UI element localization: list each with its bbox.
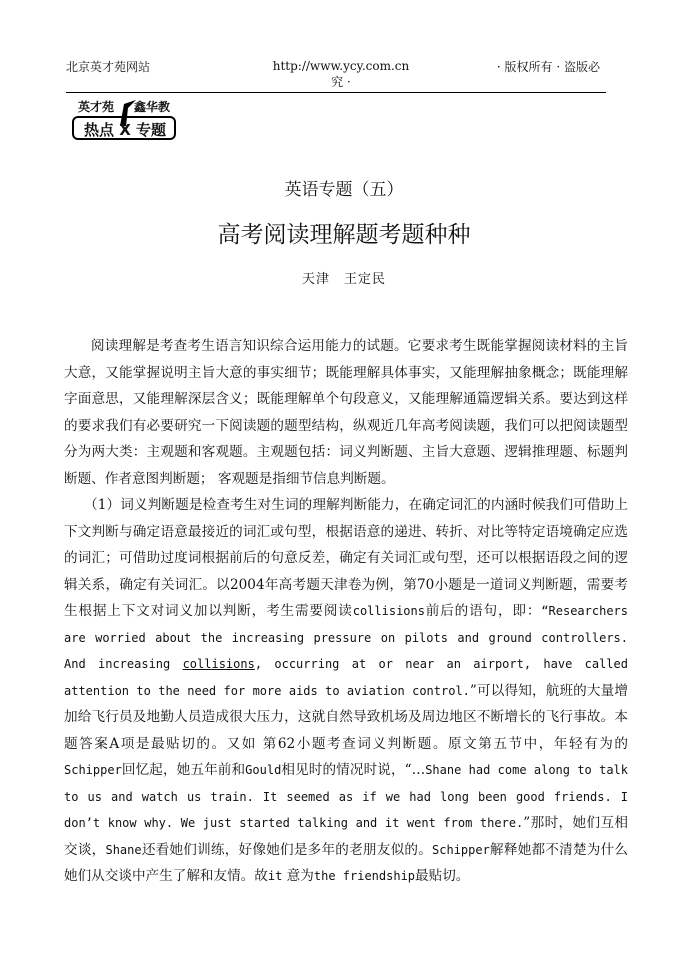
- para2-text-o: 还看她们训练，好像她们是多年的老朋友似的。: [141, 841, 433, 858]
- para2-text-a: （1）词义判断题是检查考生对生词的理解判断能力，在确定词汇的内涵时候我们可借助上下文判断与确定语意最接近的词汇或句型，根据语意的递进、转折、对比等特定语境确定应选的词汇；可借助过度词根据前后的句意反差，确定有关词汇或句型，还可以根据语段之间的逻辑关系，确定有关词汇。以2004年高考题天津卷为例，第70小题是一道词义判断题，需要考生根据上下文对词义加以判断，考生需要阅读: [64, 497, 628, 619]
- hotspot-logo: [70, 98, 182, 144]
- para2-text-u: 最贴切。: [415, 868, 470, 884]
- header-site-name: 北京英才苑网站: [66, 60, 151, 74]
- page-header: [66, 58, 606, 93]
- header-url-tail: 究 ·: [331, 75, 351, 89]
- logo-banner: 热点 X 专题: [72, 116, 176, 140]
- para2-quote-shane: Shane had come along to talk to us and watch us train. It seemed as if we had long been good friends. I don’t know why. We just started talking and it went from there.: [64, 763, 629, 830]
- para2-name-schipper: Schipper: [64, 763, 122, 777]
- para2-text-g: ”可以得知，航班的大量增加给飞行员及地勤人员造成很大压力，这就自然导致机场及周边地区不断增长的飞行事故。本题答案A项是最贴切的。又如 第62小题考查词义判断题。原文第五节中，年轻有为的: [64, 682, 629, 752]
- para2-text-q: 解释她都不清楚为什么她们从交谈中产生了解和友情。故: [64, 841, 629, 884]
- doc-subtitle: 英语专题（五）: [284, 180, 404, 200]
- paragraph-word-meaning: [64, 492, 628, 890]
- paragraph-intro: 阅读理解是考查考生语言知识综合运用能力的试题。它要求考生既能掌握阅读材料的主旨大意，又能掌握说明主旨大意的事实细节；既能理解具体事实，又能理解抽象概念；既能理解字面意思，又能理解深层含义；既能理解单个句段意义，又能理解通篇逻辑关系。要达到这样的要求我们有必要研究一下阅读题的题型结构，纵观近几年高考阅读题，我们可以把阅读题型分为两大类：主观题和客观题。主观题包括：词义判断题、主旨大意题、逻辑推理题、标题判断题、作者意图判断题； 客观题是指细节信息判断题。: [64, 338, 628, 487]
- doc-title: 高考阅读理解题考题种种: [217, 222, 471, 248]
- header-copyright: · 版权所有 · 盗版必: [496, 60, 600, 74]
- para2-name-gould: Gould: [245, 763, 282, 777]
- para2-name-schipper-2: Schipper: [432, 842, 490, 857]
- header-url-block: [266, 58, 416, 90]
- para2-text-s: 意为: [282, 868, 314, 884]
- para2-text-c: 前后的语句，即：: [424, 603, 542, 619]
- para2-text-k: 相见时的情况时说，“…: [281, 762, 426, 778]
- para2-quote-part1: “Researchers are worried about the increasing pressure on pilots and ground controllers. And increasing: [64, 604, 629, 671]
- para2-phrase-friendship: the friendship: [313, 869, 416, 883]
- para2-quote-part2: , occurring at or near an airport, have called attention to the need for more aids to aviation control.: [64, 657, 628, 698]
- para2-term-collisions: collisions: [352, 604, 425, 618]
- article-body: [64, 333, 628, 890]
- para2-text-i: 回忆起，她五年前和: [121, 762, 246, 778]
- logo-text-right: 鑫华教: [134, 100, 171, 114]
- header-url[interactable]: http://www.ycy.com.cn: [272, 59, 410, 73]
- doc-author: 天津 王定民: [301, 272, 386, 287]
- para2-word-it: it: [267, 869, 283, 883]
- para2-underlined-collisions: collisions: [182, 657, 255, 671]
- para2-name-shane: Shane: [105, 842, 142, 857]
- logo-text-left: 英才苑: [78, 100, 115, 114]
- para2-text-m: ”那时，她们互相交谈，: [64, 815, 629, 858]
